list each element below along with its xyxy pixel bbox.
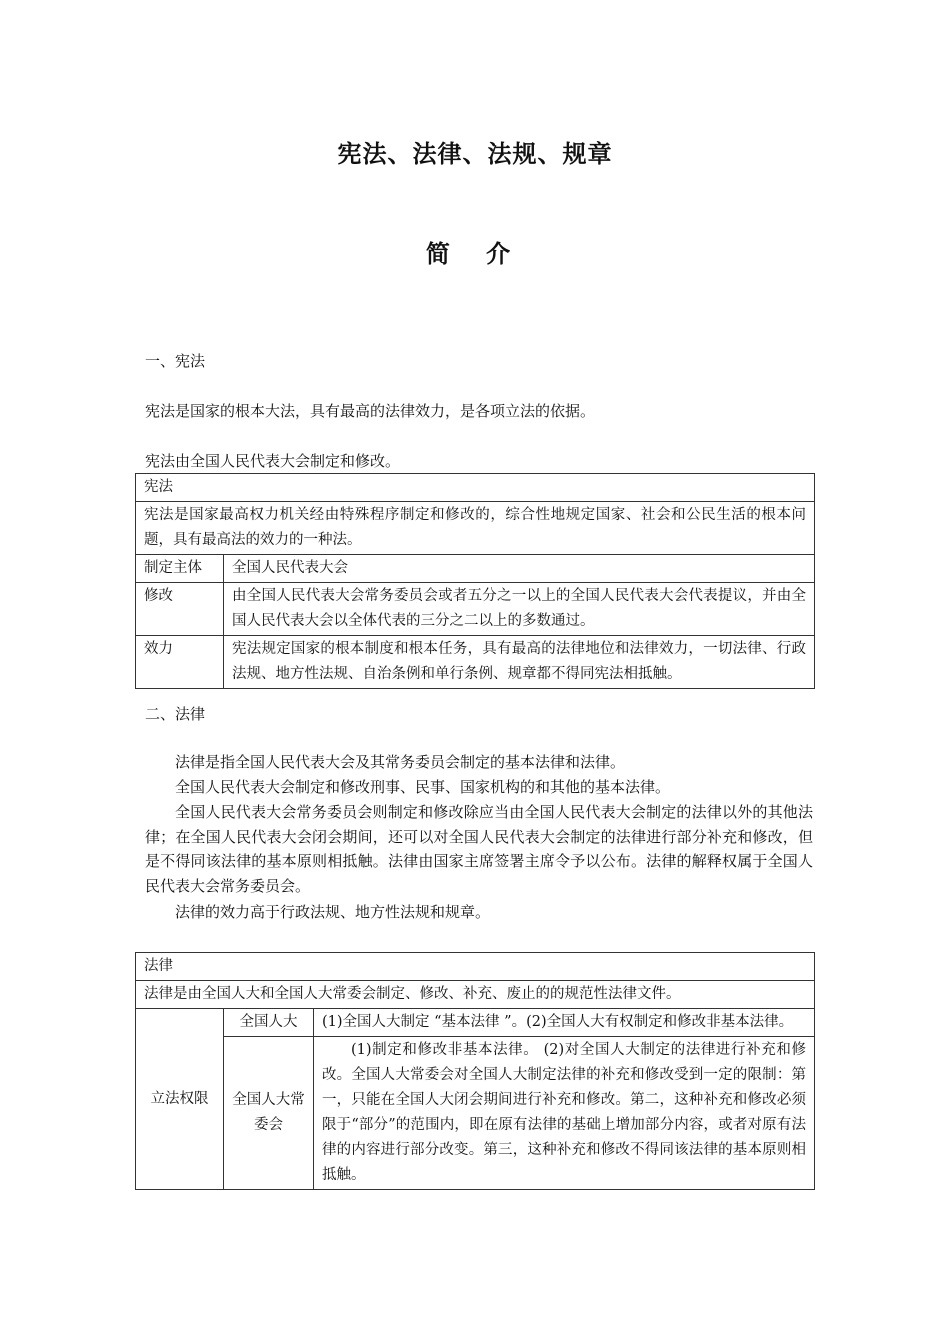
constitution-table-header: 宪法 bbox=[136, 474, 815, 502]
row-label: 修改 bbox=[136, 583, 224, 636]
row-label: 全国人大常委会 bbox=[224, 1037, 314, 1190]
legislative-power-label: 立法权限 bbox=[136, 1009, 224, 1190]
row-label: 效力 bbox=[136, 636, 224, 689]
table-row bbox=[136, 555, 815, 583]
table-row bbox=[136, 583, 815, 636]
law-definition: 法律是由全国人大和全国人大常委会制定、修改、补充、废止的的规范性法律文件。 bbox=[136, 981, 815, 1009]
row-label: 全国人大 bbox=[224, 1009, 314, 1037]
constitution-definition: 宪法是国家最高权力机关经由特殊程序制定和修改的，综合性地规定国家、社会和公民生活的根本问题，具有最高法的效力的一种法。 bbox=[136, 502, 815, 555]
row-value: (1)全国人大制定 “基本法律 ”。(2)全国人大有权制定和修改非基本法律。 bbox=[314, 1009, 815, 1037]
law-table-header: 法律 bbox=[136, 953, 815, 981]
document-subtitle: 简 介 bbox=[425, 240, 525, 268]
table-row bbox=[136, 636, 815, 689]
row-label: 制定主体 bbox=[136, 555, 224, 583]
constitution-paragraph-2: 宪法由全国人民代表大会制定和修改。 bbox=[145, 452, 401, 470]
law-paragraph-4: 法律的效力高于行政法规、地方性法规和规章。 bbox=[175, 903, 491, 921]
table-row bbox=[136, 1009, 815, 1037]
law-paragraph-3: 全国人民代表大会常务委员会则制定和修改除应当由全国人民代表大会制定的法律以外的其他法律；在全国人民代表大会闭会期间，还可以对全国人民代表大会制定的法律进行部分补充和修改，但是不得同该法律的基本原则相抵触。法律由国家主席签署主席令予以公布。法律的解释权属于全国人民代表大会常务委员会。 bbox=[145, 803, 813, 895]
row-value: 由全国人民代表大会常务委员会或者五分之一以上的全国人民代表大会代表提议，并由全国人民代表大会以全体代表的三分之二以上的多数通过。 bbox=[224, 583, 815, 636]
constitution-table bbox=[135, 473, 815, 689]
document-title: 宪法、法律、法规、规章 bbox=[337, 140, 613, 168]
law-paragraph-2: 全国人民代表大会制定和修改刑事、民事、国家机构的和其他的基本法律。 bbox=[175, 778, 671, 796]
row-value: (1)制定和修改非基本法律。 (2)对全国人大制定的法律进行补充和修改。全国人大常委会对全国人大制定法律的补充和修改受到一定的限制：第一，只能在全国人大闭会期间进行补充和修改。第二，这种补充和修改必须限于“部分”的范围内，即在原有法律的基础上增加部分内容，或者对原有法律的内容进行部分改变。第三，这种补充和修改不得同该法律的基本原则相抵触。 bbox=[314, 1037, 815, 1190]
section-heading-constitution: 一、宪法 bbox=[145, 352, 206, 370]
row-value: 全国人民代表大会 bbox=[224, 555, 815, 583]
law-paragraph-1: 法律是指全国人民代表大会及其常务委员会制定的基本法律和法律。 bbox=[175, 753, 626, 771]
table-row bbox=[136, 1037, 815, 1190]
row-value: 宪法规定国家的根本制度和根本任务，具有最高的法律地位和法律效力，一切法律、行政法规、地方性法规、自治条例和单行条例、规章都不得同宪法相抵触。 bbox=[224, 636, 815, 689]
section-heading-law: 二、法律 bbox=[145, 705, 206, 723]
constitution-paragraph-1: 宪法是国家的根本大法，具有最高的法律效力，是各项立法的依据。 bbox=[145, 402, 596, 420]
law-table bbox=[135, 952, 815, 1190]
